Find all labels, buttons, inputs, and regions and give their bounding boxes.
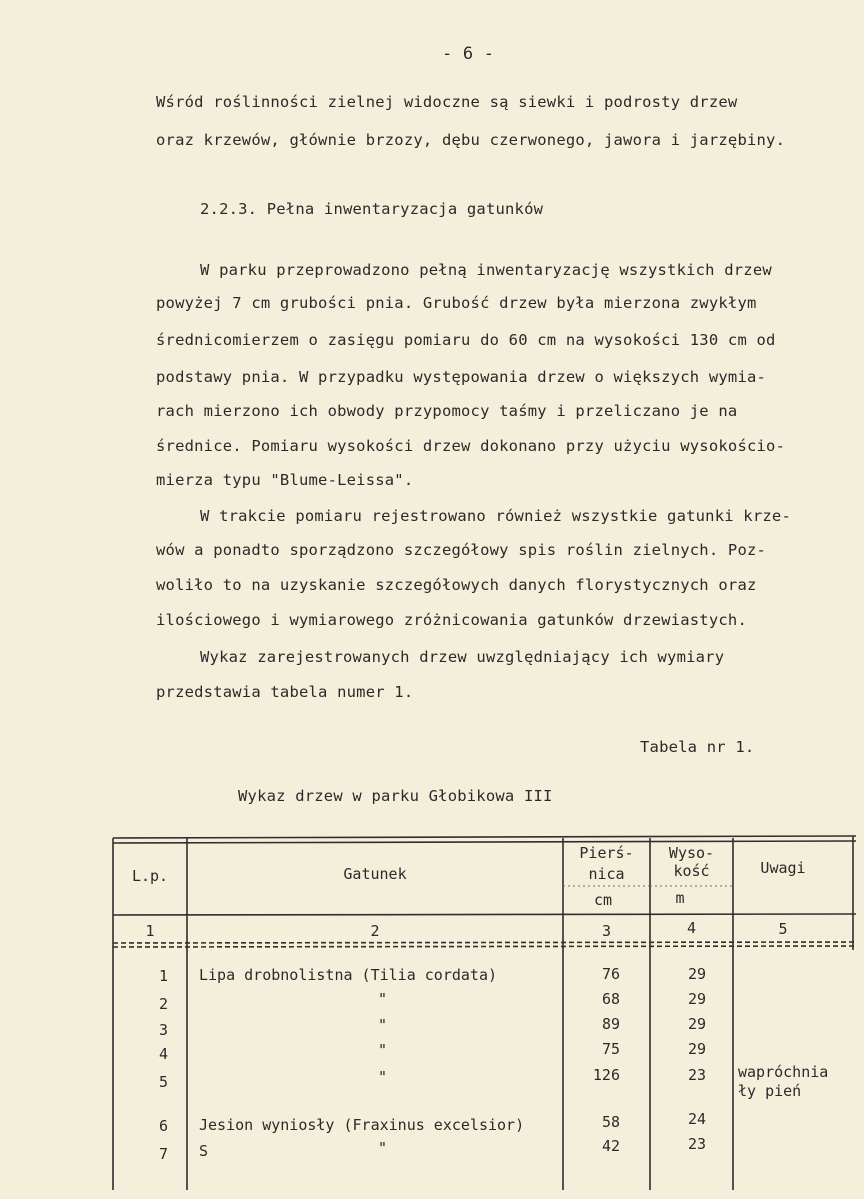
cell-gatunek: " [378,990,388,1008]
cell-lp: 3 [158,1021,168,1039]
body-line: średnicomierzem o zasięgu pomiaru do 60 cm na wysokości 130 cm od [156,331,776,349]
cell-gatunek: " [378,1041,388,1059]
header-piersnica-unit: cm [593,891,613,909]
intro-line-2: oraz krzewów, głównie brzozy, dębu czerwonego, jawora i jarzębiny. [156,131,786,149]
cell-wysokosc: 29 [688,965,707,983]
cell-wysokosc: 29 [688,1040,707,1058]
column-number: 4 [686,919,697,937]
cell-wysokosc: 23 [688,1066,707,1084]
cell-piersnica: 42 [601,1137,620,1155]
header-uwagi: Uwagi [760,859,806,877]
cell-piersnica: 75 [601,1040,620,1058]
cell-piersnica: 89 [601,1015,620,1033]
page-number: - 6 - [442,44,495,64]
body-line: ilościowego i wymiarowego zróżnicowania gatunków drzewiastych. [156,611,747,629]
header-piersnica-line2: nica [588,865,625,883]
cell-piersnica: 68 [601,990,620,1008]
cell-gatunek: Lipa drobnolistna (Tilia cordata) [199,966,498,984]
cell-lp: 6 [158,1117,168,1135]
cell-piersnica: 76 [601,965,620,983]
body-line: mierza typu "Blume-Leissa". [156,471,414,489]
cell-gatunek: " [378,1139,388,1157]
section-heading: 2.2.3. Pełna inwentaryzacja gatunków [200,200,544,218]
cell-piersnica: 58 [601,1113,620,1131]
body-line: powyżej 7 cm grubości pnia. Grubość drzew była mierzona zwykłym [156,294,757,312]
column-number: 5 [778,920,788,938]
cell-lp: 4 [158,1045,168,1063]
cell-lp: 2 [158,995,168,1013]
cell-wysokosc: 29 [688,1015,707,1033]
cell-gatunek: " [378,1068,388,1086]
table-number: Tabela nr 1. [640,738,755,756]
header-lp: L.p. [131,867,169,885]
header-gatunek: Gatunek [343,865,407,883]
cell-lp: 5 [158,1073,168,1091]
cell-gatunek: " [378,1016,388,1034]
header-wysokosc-line2: kość [673,862,710,880]
cell-wysokosc: 24 [688,1110,707,1128]
header-wysokosc-unit: m [675,889,685,907]
cell-piersnica: 126 [592,1066,620,1084]
body-line: przedstawia tabela numer 1. [156,683,414,701]
table-title: Wykaz drzew w parku Głobikowa III [238,787,553,805]
intro-line-1: Wśród roślinności zielnej widoczne są siewki i podrosty drzew [156,93,738,111]
column-number: 3 [601,922,612,940]
column-number: 2 [370,922,380,940]
column-number: 1 [145,922,155,940]
cell-gatunek: Jesion wyniosły (Fraxinus excelsior) [199,1116,525,1134]
body-line: rach mierzono ich obwody przypomocy taśmy i przeliczano je na [156,402,738,420]
cell-wysokosc: 23 [688,1135,707,1153]
cell-wysokosc: 29 [688,990,707,1008]
cell-uwagi-line2: ły pień [738,1082,802,1100]
body-line: W trakcie pomiaru rejestrowano również wszystkie gatunki krze- [200,507,791,525]
cell-gatunek-prefix: S [199,1142,209,1160]
body-line: wów a ponadto sporządzono szczegółowy spis roślin zielnych. Poz- [156,541,767,559]
header-piersnica-line1: Pierś- [579,844,634,862]
body-line: podstawy pnia. W przypadku występowania drzew o większych wymia- [156,368,767,386]
body-line: Wykaz zarejestrowanych drzew uwzględniający ich wymiary [200,648,725,666]
body-line: średnice. Pomiaru wysokości drzew dokonano przy użyciu wysokościo- [156,437,786,455]
body-line: W parku przeprowadzono pełną inwentaryzację wszystkich drzew [200,261,772,279]
cell-uwagi-line1: wapróchnia [738,1063,829,1081]
body-line: woliło to na uzyskanie szczegółowych danych florystycznych oraz [156,576,757,594]
cell-lp: 7 [158,1145,168,1163]
cell-lp: 1 [158,967,168,985]
header-wysokosc-line1: Wyso- [668,844,715,862]
